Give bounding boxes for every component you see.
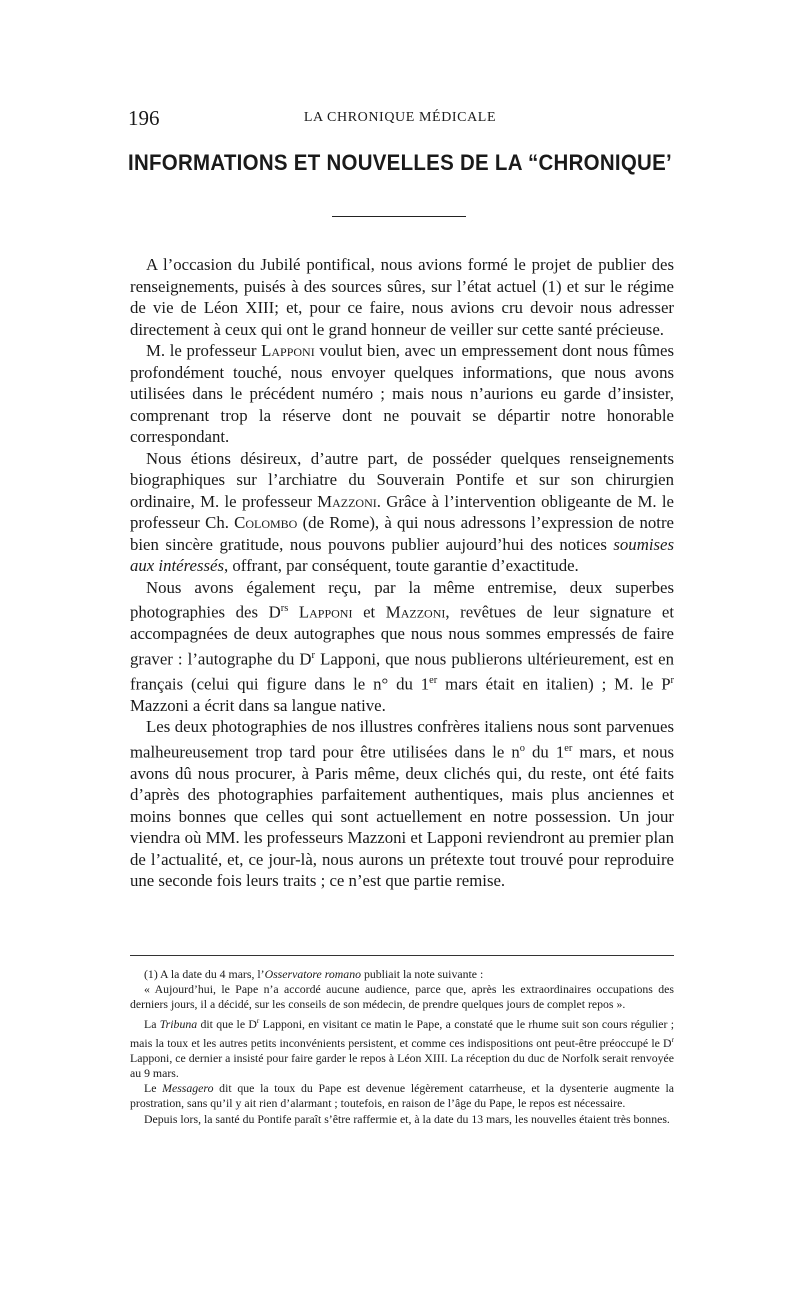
- page-number: 196: [128, 106, 160, 130]
- body-text-run: mars était en italien) ; M. le P: [437, 674, 671, 694]
- footnote-text-run: dit que le D: [197, 1016, 257, 1031]
- body-text-run: Mazzoni: [385, 602, 446, 622]
- body-paragraph: [130, 254, 674, 340]
- article-body: [130, 254, 674, 892]
- body-text-run: soumises aux intéressés: [130, 534, 674, 575]
- body-text-run: o: [519, 742, 525, 754]
- body-text-run: Lapponi: [261, 341, 315, 360]
- footnote-text-run: La: [144, 1016, 160, 1031]
- footnote-paragraph: [130, 967, 674, 982]
- body-text-run: et: [352, 602, 386, 622]
- footnote-text-run: Le: [144, 1081, 163, 1096]
- body-text-run: Nous avons également reçu, par la même entremise, deux superbes photographies des D: [130, 577, 674, 622]
- footnote-paragraph: [130, 1112, 674, 1127]
- running-head: LA CHRONIQUE MÉDICALE: [303, 110, 497, 125]
- footnote-text-run: (1) A la date du 4 mars, l’: [144, 967, 265, 981]
- footnote-rule: [130, 955, 674, 956]
- body-paragraph: [130, 340, 674, 448]
- body-text-run: [288, 603, 299, 622]
- body-paragraph: [130, 716, 674, 892]
- body-text-run: (de Rome), à qui nous adressons l’expression de notre bien sincère gratitude, nous pouvons publier aujourd’hui des notices: [130, 513, 674, 554]
- footnote-paragraph: [130, 1013, 674, 1082]
- article-title: INFORMATIONS ET NOUVELLES DE LA “CHRONIQUE’: [128, 150, 672, 175]
- body-text-run: r: [311, 649, 316, 661]
- footnote-text-run: r: [671, 1034, 674, 1044]
- footnote-text-run: dit que la toux du Pape est devenue légèrement catarrheuse, et la dysenterie augmente la prostration, sans qu’il y ait rien d’alarmant ; toutefois, en raison de l’âge du Pape, le repos est nécessaire.: [130, 1081, 674, 1111]
- body-paragraph: [130, 577, 674, 717]
- body-text-run: Nous étions désireux, d’autre part, de posséder quelques renseignements biographiques sur l’archiatre du Souverain Pontife et sur son chirurgien ordinaire, M. le professeur: [130, 448, 674, 511]
- body-paragraph: [130, 448, 674, 577]
- footnote-text-run: Osservatore romano: [264, 967, 362, 981]
- footnote-text-run: « Aujourd’hui, le Pape n’a accordé aucune audience, parce que, après les extraordinaires occupations des derniers jours, il a décidé, sur les conseils de son médecin, de prendre quelques jours de complet repos ».: [130, 982, 674, 1012]
- body-text-run: , offrant, par conséquent, toute garantie d’exactitude.: [224, 556, 579, 575]
- body-text-run: Lapponi, que nous publierons ultérieurement, est en français (celui qui figure dans le n° du 1: [130, 649, 674, 694]
- title-rule: [332, 216, 466, 217]
- footnote-text-run: Messagero: [162, 1081, 214, 1096]
- body-text-run: mars, et nous avons dû nous procurer, à Paris même, deux clichés qui, du reste, ont été faits d’après des photographies parfaitement authentiques, mais plus anciennes et moins bonnes que celles qui sont actuellement en notre possession. Un jour viendra où MM. les professeurs Mazzoni et Lapponi reviendront au premier plan de l’actualité, et, ce jour-là, nous aurons un prétexte tout trouvé pour reproduire une seconde fois leurs traits ; ce n’est que partie remise.: [130, 742, 674, 891]
- footnote-text-run: Lapponi, en visitant ce matin le Pape, a constaté que le rhume suit son cours régulier ; mais la toux et les autres petits inconvénients persistent, et comme ces indispositions ont peut-être préoccupé le D: [130, 1016, 674, 1050]
- body-text-run: M. le professeur: [146, 341, 262, 360]
- body-text-run: Mazzoni a écrit dans sa langue native.: [130, 695, 386, 715]
- footnote-text-run: r: [256, 1015, 260, 1025]
- body-text-run: Colombo: [234, 513, 298, 532]
- footnote-paragraph: [130, 1081, 674, 1111]
- body-text-run: du 1: [525, 742, 565, 762]
- body-text-run: Mazzoni: [317, 491, 377, 511]
- footnotes: [130, 967, 674, 1127]
- body-text-run: , revêtues de leur signature et accompagnées de deux autographes que nous nous sommes empressés de faire graver : l’autographe du D: [130, 602, 674, 669]
- body-text-run: rs: [280, 603, 289, 614]
- body-text-run: Les deux photographies de nos illustres confrères italiens nous sont parvenues malheureusement trop tard pour être utilisées dans le n: [130, 717, 674, 762]
- footnote-text-run: Lapponi, ce dernier a insisté pour faire garder le repos à Léon XIII. La réception du duc de Norfolk serait renvoyée au 9 mars.: [130, 1050, 674, 1081]
- footnote-text-run: Tribuna: [159, 1016, 198, 1031]
- body-text-run: r: [670, 674, 674, 686]
- footnote-text-run: publiait la note suivante :: [361, 967, 484, 981]
- footnote-text-run: Depuis lors, la santé du Pontife paraît s’être raffermie et, à la date du 13 mars, les nouvelles étaient très bonnes.: [144, 1111, 670, 1126]
- body-text-run: er: [564, 742, 573, 754]
- body-text-run: voulut bien, avec un empressement dont nous fûmes profondément touché, nous envoyer quelques informations, que nous avons utilisées dans le précédent numéro ; mais nous n’aurions eu garde d’insister, comprenant trop la réserve dont ne pouvait se départir notre honorable correspondant.: [130, 341, 675, 446]
- footnote-paragraph: [130, 982, 674, 1012]
- body-text-run: er: [429, 674, 438, 686]
- body-text-run: . Grâce à l’intervention obligeante de M. le professeur Ch.: [130, 491, 674, 532]
- body-text-run: A l’occasion du Jubilé pontifical, nous avions formé le projet de publier des renseignements, puisés à des sources sûres, sur l’état actuel (1) et sur le régime de vie de Léon XIII; et, pour ce faire, nous avions cru devoir nous adresser directement à ceux qui ont le grand honneur de veiller sur cette santé précieuse.: [130, 255, 674, 339]
- body-text-run: Lapponi: [298, 602, 353, 622]
